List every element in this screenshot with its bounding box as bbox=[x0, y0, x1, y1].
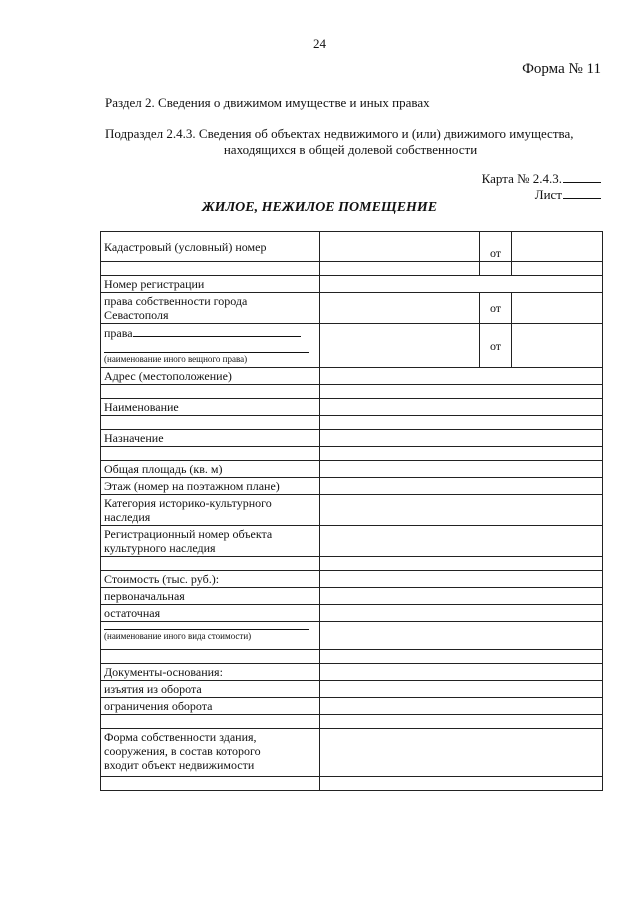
purpose-value[interactable] bbox=[320, 430, 603, 447]
building-ownership-line1: Форма собственности здания, bbox=[104, 730, 257, 744]
empty-cell bbox=[101, 650, 320, 664]
total-area-label: Общая площадь (кв. м) bbox=[101, 461, 320, 478]
ownership-date-value[interactable] bbox=[512, 293, 603, 324]
empty-cell[interactable] bbox=[320, 557, 603, 571]
cadastral-date-value[interactable] bbox=[512, 232, 603, 262]
floor-label: Этаж (номер на поэтажном плане) bbox=[101, 478, 320, 495]
ownership-right-line2: Севастополя bbox=[104, 308, 169, 322]
empty-cell[interactable] bbox=[320, 385, 603, 399]
table-row bbox=[101, 622, 603, 650]
other-right-label bbox=[101, 324, 320, 368]
cost-residual-label: остаточная bbox=[101, 605, 320, 622]
heritage-reg-number-value[interactable] bbox=[320, 526, 603, 557]
name-label: Наименование bbox=[101, 399, 320, 416]
other-right-date-value[interactable] bbox=[512, 324, 603, 368]
card-number bbox=[482, 171, 601, 187]
table-row bbox=[101, 430, 603, 447]
right-name-blank[interactable] bbox=[133, 325, 301, 337]
cost-label: Стоимость (тыс. руб.): bbox=[101, 571, 320, 588]
table-row bbox=[101, 588, 603, 605]
table-row bbox=[101, 461, 603, 478]
heritage-reg-line1: Регистрационный номер объекта bbox=[104, 527, 273, 541]
empty-cell[interactable] bbox=[512, 262, 603, 276]
cadastral-number-label: Кадастровый (условный) номер bbox=[101, 232, 320, 262]
table-row bbox=[101, 729, 603, 777]
heritage-category-line2: наследия bbox=[104, 510, 151, 524]
empty-cell[interactable] bbox=[320, 262, 480, 276]
empty-cell bbox=[480, 262, 512, 276]
cost-initial-label: первоначальная bbox=[101, 588, 320, 605]
withdrawal-value[interactable] bbox=[320, 681, 603, 698]
empty-cell[interactable] bbox=[320, 777, 603, 791]
empty-cell bbox=[101, 777, 320, 791]
empty-cell[interactable] bbox=[320, 416, 603, 430]
property-form-table bbox=[100, 231, 603, 791]
basis-documents-label: Документы-основания: bbox=[101, 664, 320, 681]
card-number-blank[interactable] bbox=[563, 171, 601, 183]
heritage-category-label bbox=[101, 495, 320, 526]
empty-cell[interactable] bbox=[320, 650, 603, 664]
subsection-title-line2: находящихся в общей долевой собственности bbox=[223, 142, 478, 157]
table-row bbox=[101, 368, 603, 385]
building-ownership-line2: сооружения, в состав которого bbox=[104, 744, 261, 758]
floor-value[interactable] bbox=[320, 478, 603, 495]
subsection-title-line1: Подраздел 2.4.3. Сведения об объектах недвижимого и (или) движимого имущества, bbox=[105, 126, 574, 141]
building-ownership-label bbox=[101, 729, 320, 777]
table-row bbox=[101, 385, 603, 399]
name-value[interactable] bbox=[320, 399, 603, 416]
table-row bbox=[101, 495, 603, 526]
empty-cell bbox=[101, 715, 320, 729]
address-value[interactable] bbox=[320, 368, 603, 385]
registration-number-label: Номер регистрации bbox=[101, 276, 320, 293]
heritage-reg-line2: культурного наследия bbox=[104, 541, 216, 555]
table-row bbox=[101, 681, 603, 698]
table-row bbox=[101, 478, 603, 495]
empty-cell bbox=[101, 447, 320, 461]
cost-initial-value[interactable] bbox=[320, 588, 603, 605]
other-cost-label bbox=[101, 622, 320, 650]
table-row bbox=[101, 324, 603, 368]
withdrawal-label: изъятия из оборота bbox=[101, 681, 320, 698]
table-row bbox=[101, 447, 603, 461]
other-cost-value[interactable] bbox=[320, 622, 603, 650]
other-right-caption: (наименование иного вещного права) bbox=[104, 354, 248, 364]
table-row bbox=[101, 526, 603, 557]
restriction-value[interactable] bbox=[320, 698, 603, 715]
table-row bbox=[101, 571, 603, 588]
restriction-label: ограничения оборота bbox=[101, 698, 320, 715]
table-row bbox=[101, 399, 603, 416]
table-row bbox=[101, 557, 603, 571]
table-row bbox=[101, 232, 603, 262]
other-right-value[interactable] bbox=[320, 324, 480, 368]
card-number-label: Карта № 2.4.3. bbox=[481, 171, 562, 186]
empty-cell[interactable] bbox=[320, 715, 603, 729]
empty-cell[interactable] bbox=[320, 447, 603, 461]
table-row bbox=[101, 698, 603, 715]
section-title: Раздел 2. Сведения о движимом имуществе и иных правах bbox=[105, 95, 430, 110]
form-label: Форма № 11 bbox=[522, 61, 601, 77]
table-row bbox=[101, 605, 603, 622]
right-name-line2[interactable] bbox=[104, 346, 309, 353]
cadastral-date-ot: от bbox=[480, 232, 512, 262]
sheet-number-blank[interactable] bbox=[563, 187, 601, 199]
table-row bbox=[101, 262, 603, 276]
table-row bbox=[101, 664, 603, 681]
ownership-date-ot: от bbox=[480, 293, 512, 324]
cost-residual-value[interactable] bbox=[320, 605, 603, 622]
building-ownership-value[interactable] bbox=[320, 729, 603, 777]
table-row bbox=[101, 416, 603, 430]
heritage-category-line1: Категория историко-культурного bbox=[104, 496, 272, 510]
table-row bbox=[101, 777, 603, 791]
table-row bbox=[101, 650, 603, 664]
table-row bbox=[101, 293, 603, 324]
ownership-right-value[interactable] bbox=[320, 293, 480, 324]
page-number: 24 bbox=[313, 36, 326, 51]
right-label: права bbox=[104, 326, 133, 340]
empty-cell bbox=[101, 385, 320, 399]
basis-documents-value[interactable] bbox=[320, 664, 603, 681]
address-label: Адрес (местоположение) bbox=[101, 368, 320, 385]
other-cost-caption: (наименование иного вида стоимости) bbox=[104, 631, 252, 641]
cost-value[interactable] bbox=[320, 571, 603, 588]
empty-cell bbox=[101, 557, 320, 571]
ownership-right-line1: права собственности города bbox=[104, 294, 248, 308]
heritage-reg-number-label bbox=[101, 526, 320, 557]
sheet-label: Лист bbox=[534, 187, 562, 202]
cadastral-number-value[interactable] bbox=[320, 232, 480, 262]
building-ownership-line3: входит объект недвижимости bbox=[104, 758, 255, 772]
other-cost-blank[interactable] bbox=[104, 623, 309, 630]
other-right-date-ot: от bbox=[480, 324, 512, 368]
empty-cell bbox=[101, 262, 320, 276]
registration-number-value[interactable] bbox=[320, 276, 603, 293]
table-row bbox=[101, 276, 603, 293]
purpose-label: Назначение bbox=[101, 430, 320, 447]
table-row bbox=[101, 715, 603, 729]
ownership-right-label bbox=[101, 293, 320, 324]
document-title: ЖИЛОЕ, НЕЖИЛОЕ ПОМЕЩЕНИЕ bbox=[201, 200, 438, 215]
empty-cell bbox=[101, 416, 320, 430]
heritage-category-value[interactable] bbox=[320, 495, 603, 526]
total-area-value[interactable] bbox=[320, 461, 603, 478]
